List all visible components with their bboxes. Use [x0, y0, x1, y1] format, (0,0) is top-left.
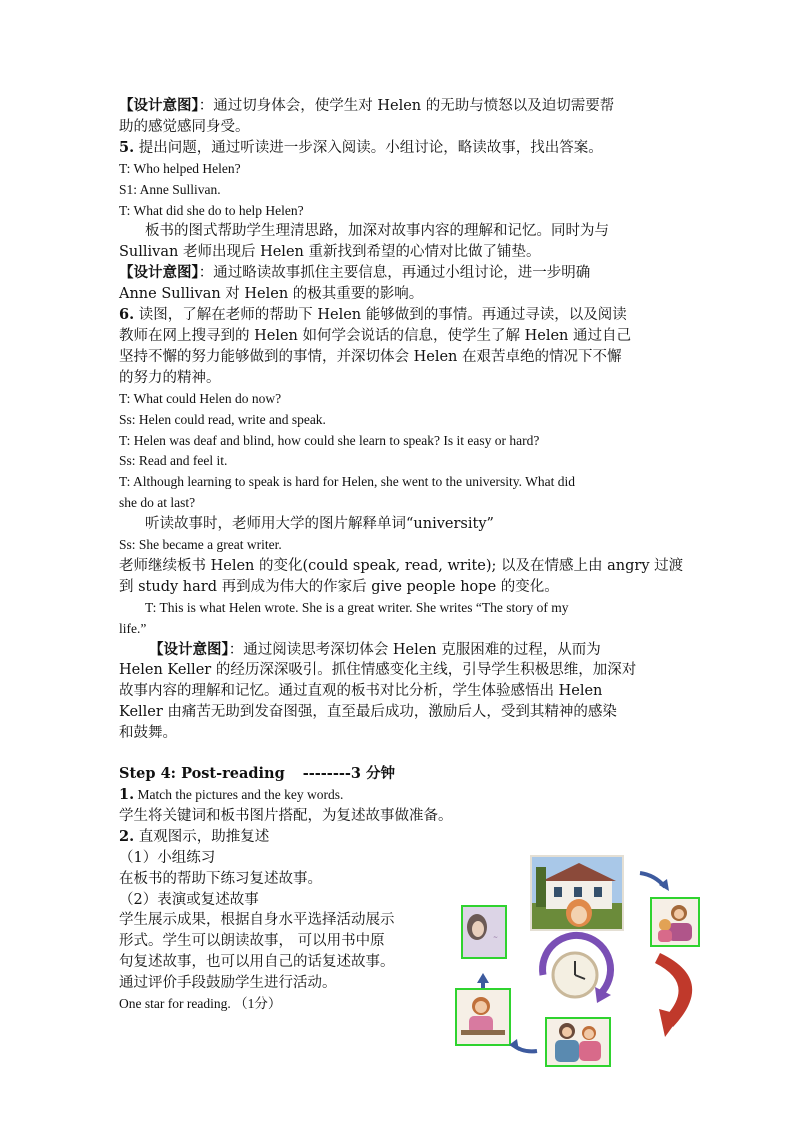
design-intent-1: 【设计意图】：通过切身体会，使学生对 Helen 的无助与愤怒以及迫切需要帮 — [119, 97, 615, 114]
text-line: 和鼓舞。 — [119, 725, 177, 742]
item-6: 6. 读图，了解在老师的帮助下 Helen 能够做到的事情。再通过寻读，以及阅读 — [119, 306, 627, 324]
dialogue-line: Ss: Read and feel it. — [119, 453, 228, 469]
design-intent-2: 【设计意图】：通过略读故事抓住主要信息，再通过小组讨论，进一步明确 — [119, 264, 591, 282]
dialogue-line: T: Helen was deaf and blind, how could she learn to speak? Is it easy or hard? — [119, 432, 540, 448]
text-line: 形式。学生可以朗读故事， 可以用书中原 — [119, 933, 385, 950]
text-line: 在板书的帮助下练习复述故事。 — [119, 870, 322, 887]
text-line: 教师在网上搜寻到的 Helen 如何学会说话的信息，使学生了解 Helen 通过自己 — [119, 327, 632, 344]
text-line: 通过评价手段鼓励学生进行活动。 — [119, 975, 337, 992]
dialogue-line: T: What did she do to help Helen? — [119, 202, 304, 218]
text-line: One star for reading. （1分） — [119, 996, 282, 1012]
dialogue-line: T: What could Helen do now? — [119, 390, 282, 406]
item-2: 2. 直观图示，助推复述 — [119, 827, 270, 845]
girl-writing-picture — [455, 988, 511, 1046]
text-line: 到 study hard 再到成为伟大的作家后 give people hope 的变化。 — [119, 578, 559, 595]
story-cycle-figure — [455, 855, 705, 1067]
text-line: Anne Sullivan 对 Helen 的极其重要的影响。 — [119, 286, 424, 303]
text-line: 学生展示成果，根据自身水平选择活动展示 — [119, 912, 395, 929]
girl-and-teacher-picture — [650, 897, 700, 947]
text-line: Keller 由痛苦无助到发奋图强，直至最后成功，激励后人，受到其精神的感染 — [119, 704, 617, 721]
text-line: 的努力的精神。 — [119, 369, 221, 386]
text-line: Helen Keller 的经历深深吸引。抓住情感变化主线，引导学生积极思维，加深对 — [119, 662, 637, 679]
dialogue-line: T: Although learning to speak is hard for Helen, she went to the university. What did — [119, 474, 575, 490]
svg-text:~: ~ — [493, 934, 499, 941]
text-line: 坚持不懈的努力能够做到的事情，并深切体会 Helen 在艰苦卓绝的情况下不懈 — [119, 348, 622, 365]
dialogue-line: T: This is what Helen wrote. She is a great writer. She writes “The story of my — [145, 599, 569, 615]
dialogue-line: Ss: Helen could read, write and speak. — [119, 411, 326, 427]
text-line: Sullivan 老师出现后 Helen 重新找到希望的心情对比做了铺垫。 — [119, 244, 541, 261]
text-line: 句复述故事，也可以用自己的话复述故事。 — [119, 954, 395, 971]
design-intent-3: 【设计意图】：通过阅读思考深切体会 Helen 克服困难的过程，从而为 — [149, 640, 601, 658]
text-line: 老师继续板书 Helen 的变化(could speak, read, write); 以及在情感上由 angry 过渡 — [119, 557, 684, 574]
text-line: 学生将关键词和板书图片搭配，为复述故事做准备。 — [119, 807, 453, 824]
book-cover-picture — [461, 905, 507, 959]
item-5: 5. 提出问题，通过听读进一步深入阅读。小组讨论，略读故事，找出答案。 — [119, 138, 603, 156]
house-picture — [530, 855, 624, 931]
text-line: 助的感觉感同身受。 — [119, 118, 250, 135]
dialogue-line: Ss: She became a great writer. — [119, 537, 282, 553]
step-4-heading: Step 4: Post-reading --------3 分钟 — [119, 765, 396, 783]
sub-heading-1: （1）小组练习 — [119, 849, 216, 866]
dialogue-line: S1: Anne Sullivan. — [119, 181, 221, 197]
sub-heading-2: （2）表演或复述故事 — [119, 891, 259, 908]
dialogue-line: T: Who helped Helen? — [119, 160, 241, 176]
dialogue-line: life.” — [119, 620, 147, 636]
text-line: 听读故事时，老师用大学的图片解释单词“university” — [145, 516, 494, 533]
dialogue-line: she do at last? — [119, 495, 196, 511]
item-1: 1. Match the pictures and the key words. — [119, 786, 344, 803]
teacher-and-girl-picture — [545, 1017, 611, 1067]
text-line: 故事内容的理解和记忆。通过直观的板书对比分析，学生体验感悟出 Helen — [119, 683, 603, 700]
text-line: 板书的图式帮助学生理清思路，加深对故事内容的理解和记忆。同时为与 — [145, 223, 609, 240]
